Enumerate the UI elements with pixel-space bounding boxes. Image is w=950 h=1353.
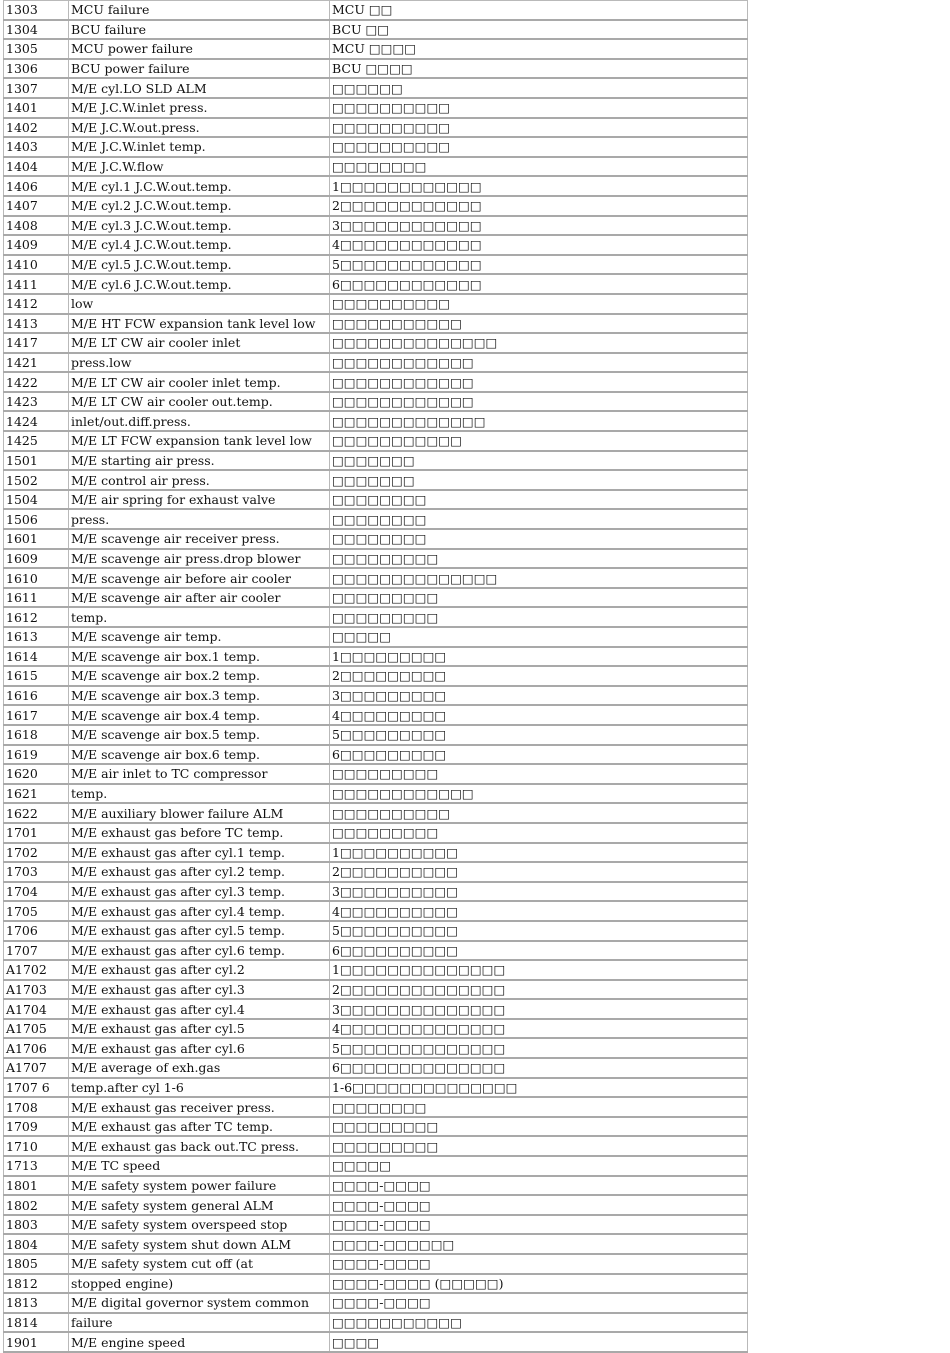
table-row [4, 176, 748, 196]
alarm-code-cell: 1614 [4, 647, 69, 667]
alarm-code-cell: 1413 [4, 314, 69, 334]
alarm-name-cell: M/E scavenge air box.4 temp. [69, 705, 330, 725]
alarm-name-cell: M/E J.C.W.out.press. [69, 118, 330, 138]
alarm-name-cell: stopped engine) [69, 1274, 330, 1294]
alarm-code-cell: A1703 [4, 980, 69, 1000]
alarm-description-cell: 2□□□□□□□□□□ [330, 862, 748, 882]
table-row [4, 999, 748, 1019]
table-row [4, 1019, 748, 1039]
table-row [4, 666, 748, 686]
alarm-description-cell: □□□□-□□□□ [330, 1176, 748, 1196]
alarm-name-cell: M/E J.C.W.inlet press. [69, 98, 330, 118]
table-row [4, 647, 748, 667]
table-row [4, 745, 748, 765]
alarm-description-cell: □□□□□□ [330, 78, 748, 98]
alarm-description-cell: □□□□□ [330, 1156, 748, 1176]
alarm-code-cell: 1610 [4, 568, 69, 588]
alarm-name-cell: M/E scavenge air temp. [69, 627, 330, 647]
alarm-code-cell: 1709 [4, 1117, 69, 1137]
alarm-code-cell: 1412 [4, 294, 69, 314]
table-row [4, 549, 748, 569]
table-row [4, 314, 748, 334]
alarm-code-cell: 1411 [4, 274, 69, 294]
alarm-code-cell: 1402 [4, 118, 69, 138]
table-row [4, 137, 748, 157]
alarm-description-cell: 5□□□□□□□□□□ [330, 921, 748, 941]
table-row [4, 1234, 748, 1254]
alarm-code-cell: 1703 [4, 862, 69, 882]
table-row [4, 235, 748, 255]
alarm-code-cell: 1814 [4, 1313, 69, 1333]
alarm-description-cell: □□□□□□□□□□ [330, 137, 748, 157]
alarm-name-cell: BCU failure [69, 20, 330, 40]
table-row [4, 216, 748, 236]
alarm-code-cell: 1804 [4, 1234, 69, 1254]
alarm-code-cell: 1707 [4, 941, 69, 961]
alarm-description-cell: □□□□□□□□□ [330, 823, 748, 843]
alarm-code-cell: 1813 [4, 1293, 69, 1313]
alarm-code-cell: 1303 [4, 1, 69, 20]
alarm-description-cell: □□□□□□□□ [330, 157, 748, 177]
alarm-name-cell: M/E digital governor system common [69, 1293, 330, 1313]
alarm-code-cell: A1705 [4, 1019, 69, 1039]
alarm-description-cell: 5□□□□□□□□□ [330, 725, 748, 745]
alarm-description-cell: 6□□□□□□□□□□□□□□ [330, 1058, 748, 1078]
alarm-code-cell: 1501 [4, 451, 69, 471]
alarm-code-cell: 1708 [4, 1097, 69, 1117]
alarm-name-cell: temp.after cyl 1-6 [69, 1078, 330, 1098]
table-row [4, 20, 748, 40]
alarm-code-cell: 1403 [4, 137, 69, 157]
alarm-description-cell: □□□□□□□ [330, 470, 748, 490]
alarm-code-cell: 1620 [4, 764, 69, 784]
alarm-description-cell: □□□□-□□□□□□ [330, 1234, 748, 1254]
alarm-code-cell: 1616 [4, 686, 69, 706]
table-row [4, 431, 748, 451]
alarm-description-cell: 4□□□□□□□□□□ [330, 901, 748, 921]
table-row [4, 803, 748, 823]
alarm-code-cell: 1713 [4, 1156, 69, 1176]
alarm-code-cell: 1621 [4, 784, 69, 804]
alarm-code-cell: 1417 [4, 333, 69, 353]
alarm-description-cell: 4□□□□□□□□□ [330, 705, 748, 725]
alarm-description-cell: □□□□□□□□□□ [330, 98, 748, 118]
table-row [4, 725, 748, 745]
table-row [4, 1274, 748, 1294]
alarm-name-cell: M/E LT FCW expansion tank level low [69, 431, 330, 451]
alarm-description-cell: BCU □□ [330, 20, 748, 40]
table-row [4, 607, 748, 627]
table-row [4, 39, 748, 59]
alarm-code-cell: 1710 [4, 1136, 69, 1156]
alarm-description-cell: □□□□□□□□□□ [330, 118, 748, 138]
alarm-description-cell: 5□□□□□□□□□□□□□□ [330, 1038, 748, 1058]
alarm-code-cell: 1705 [4, 901, 69, 921]
alarm-code-cell: 1401 [4, 98, 69, 118]
table-row [4, 941, 748, 961]
alarm-name-cell: M/E exhaust gas after cyl.5 [69, 1019, 330, 1039]
alarm-code-cell: 1409 [4, 235, 69, 255]
alarm-description-cell: 1-6□□□□□□□□□□□□□□ [330, 1078, 748, 1098]
alarm-code-cell: A1702 [4, 960, 69, 980]
alarm-description-cell: □□□□□□□□□□□ [330, 1313, 748, 1333]
table-row [4, 1097, 748, 1117]
table-row [4, 451, 748, 471]
table-row [4, 98, 748, 118]
alarm-code-cell: A1704 [4, 999, 69, 1019]
alarm-name-cell: M/E scavenge air box.6 temp. [69, 745, 330, 765]
table-row [4, 1038, 748, 1058]
alarm-name-cell: M/E J.C.W.inlet temp. [69, 137, 330, 157]
table-row [4, 157, 748, 177]
alarm-description-cell: □□□□-□□□□ [330, 1254, 748, 1274]
alarm-code-cell: 1803 [4, 1215, 69, 1235]
alarm-code-cell: 1406 [4, 176, 69, 196]
alarm-name-cell: inlet/out.diff.press. [69, 411, 330, 431]
alarm-name-cell: M/E scavenge air box.1 temp. [69, 647, 330, 667]
alarm-code-cell: 1612 [4, 607, 69, 627]
alarm-description-cell: 1□□□□□□□□□□□□□□ [330, 960, 748, 980]
alarm-name-cell: low [69, 294, 330, 314]
alarm-name-cell: M/E average of exh.gas [69, 1058, 330, 1078]
table-row [4, 823, 748, 843]
alarm-code-cell: 1304 [4, 20, 69, 40]
alarm-name-cell: M/E LT CW air cooler inlet [69, 333, 330, 353]
table-row [4, 843, 748, 863]
alarm-table [3, 0, 748, 1353]
alarm-code-cell: 1613 [4, 627, 69, 647]
alarm-code-cell: 1307 [4, 78, 69, 98]
alarm-description-cell: 1□□□□□□□□□□ [330, 843, 748, 863]
table-row [4, 1058, 748, 1078]
alarm-code-cell: 1423 [4, 392, 69, 412]
alarm-description-cell: □□□□□□□□□ [330, 607, 748, 627]
alarm-description-cell: □□□□□□□□ [330, 529, 748, 549]
alarm-name-cell: M/E cyl.1 J.C.W.out.temp. [69, 176, 330, 196]
alarm-description-cell: □□□□ [330, 1332, 748, 1352]
alarm-description-cell: 2□□□□□□□□□ [330, 666, 748, 686]
alarm-code-cell: 1707 6 [4, 1078, 69, 1098]
alarm-description-cell: 2□□□□□□□□□□□□□□ [330, 980, 748, 1000]
table-row [4, 78, 748, 98]
alarm-name-cell: M/E scavenge air box.5 temp. [69, 725, 330, 745]
table-row [4, 59, 748, 79]
table-row [4, 686, 748, 706]
alarm-description-cell: □□□□□□□□□ [330, 1136, 748, 1156]
alarm-description-cell: 1□□□□□□□□□ [330, 647, 748, 667]
alarm-name-cell: M/E safety system overspeed stop [69, 1215, 330, 1235]
alarm-description-cell: □□□□□□□□□□□□ [330, 353, 748, 373]
alarm-name-cell: M/E safety system cut off (at [69, 1254, 330, 1274]
table-row [4, 980, 748, 1000]
table-row [4, 1136, 748, 1156]
table-row [4, 333, 748, 353]
alarm-description-cell: □□□□□□□□□□□ [330, 314, 748, 334]
alarm-name-cell: M/E engine speed [69, 1332, 330, 1352]
table-row [4, 1, 748, 20]
table-row [4, 196, 748, 216]
alarm-description-cell: 5□□□□□□□□□□□□ [330, 255, 748, 275]
alarm-description-cell: □□□□-□□□□ [330, 1195, 748, 1215]
alarm-code-cell: 1619 [4, 745, 69, 765]
alarm-code-cell: 1704 [4, 882, 69, 902]
alarm-name-cell: M/E exhaust gas after cyl.3 temp. [69, 882, 330, 902]
table-row [4, 705, 748, 725]
table-row [4, 372, 748, 392]
alarm-code-cell: 1802 [4, 1195, 69, 1215]
alarm-name-cell: M/E J.C.W.flow [69, 157, 330, 177]
table-row [4, 921, 748, 941]
table-row [4, 784, 748, 804]
alarm-name-cell: M/E exhaust gas after cyl.3 [69, 980, 330, 1000]
alarm-name-cell: M/E HT FCW expansion tank level low [69, 314, 330, 334]
alarm-name-cell: M/E exhaust gas after cyl.2 temp. [69, 862, 330, 882]
table-row [4, 1117, 748, 1137]
alarm-code-cell: 1404 [4, 157, 69, 177]
alarm-name-cell: M/E exhaust gas after cyl.2 [69, 960, 330, 980]
alarm-name-cell: M/E cyl.6 J.C.W.out.temp. [69, 274, 330, 294]
alarm-code-cell: 1701 [4, 823, 69, 843]
alarm-name-cell: M/E exhaust gas after cyl.1 temp. [69, 843, 330, 863]
alarm-code-cell: 1407 [4, 196, 69, 216]
alarm-name-cell: M/E TC speed [69, 1156, 330, 1176]
alarm-description-cell: □□□□□□□□□□□□□□ [330, 568, 748, 588]
alarm-code-cell: 1504 [4, 490, 69, 510]
alarm-name-cell: M/E exhaust gas after cyl.4 temp. [69, 901, 330, 921]
table-row [4, 960, 748, 980]
alarm-name-cell: M/E scavenge air box.3 temp. [69, 686, 330, 706]
alarm-code-cell: 1425 [4, 431, 69, 451]
alarm-description-cell: 2□□□□□□□□□□□□ [330, 196, 748, 216]
alarm-name-cell: M/E cyl.LO SLD ALM [69, 78, 330, 98]
alarm-name-cell: M/E scavenge air receiver press. [69, 529, 330, 549]
alarm-name-cell: M/E exhaust gas after cyl.6 [69, 1038, 330, 1058]
alarm-name-cell: temp. [69, 607, 330, 627]
alarm-code-cell: 1801 [4, 1176, 69, 1196]
alarm-name-cell: M/E exhaust gas after cyl.5 temp. [69, 921, 330, 941]
alarm-code-cell: 1410 [4, 255, 69, 275]
table-row [4, 882, 748, 902]
alarm-name-cell: M/E cyl.3 J.C.W.out.temp. [69, 216, 330, 236]
alarm-name-cell: M/E exhaust gas back out.TC press. [69, 1136, 330, 1156]
table-row [4, 509, 748, 529]
table-row [4, 1293, 748, 1313]
alarm-name-cell: M/E scavenge air after air cooler [69, 588, 330, 608]
alarm-description-cell: 4□□□□□□□□□□□□ [330, 235, 748, 255]
table-row [4, 411, 748, 431]
table-row [4, 1078, 748, 1098]
alarm-description-cell: 1□□□□□□□□□□□□ [330, 176, 748, 196]
alarm-description-cell: MCU □□ [330, 1, 748, 20]
alarm-description-cell: 3□□□□□□□□□□□□ [330, 216, 748, 236]
alarm-description-cell: □□□□□□□□□□□ [330, 431, 748, 451]
alarm-description-cell: 6□□□□□□□□□□ [330, 941, 748, 961]
alarm-name-cell: M/E scavenge air press.drop blower [69, 549, 330, 569]
table-row [4, 118, 748, 138]
table-row [4, 1313, 748, 1333]
alarm-code-cell: 1702 [4, 843, 69, 863]
alarm-name-cell: M/E safety system shut down ALM [69, 1234, 330, 1254]
alarm-code-cell: 1618 [4, 725, 69, 745]
alarm-name-cell: MCU power failure [69, 39, 330, 59]
alarm-code-cell: 1422 [4, 372, 69, 392]
alarm-description-cell: □□□□□□□□□□□□ [330, 372, 748, 392]
alarm-description-cell: 3□□□□□□□□□□ [330, 882, 748, 902]
alarm-description-cell: □□□□□□□□ [330, 490, 748, 510]
table-row [4, 1254, 748, 1274]
alarm-code-cell: 1424 [4, 411, 69, 431]
table-row [4, 274, 748, 294]
alarm-code-cell: A1706 [4, 1038, 69, 1058]
alarm-description-cell: BCU □□□□ [330, 59, 748, 79]
alarm-description-cell: □□□□□□□ [330, 451, 748, 471]
alarm-name-cell: M/E cyl.4 J.C.W.out.temp. [69, 235, 330, 255]
alarm-code-cell: 1408 [4, 216, 69, 236]
alarm-code-cell: 1502 [4, 470, 69, 490]
table-row [4, 588, 748, 608]
alarm-name-cell: M/E cyl.5 J.C.W.out.temp. [69, 255, 330, 275]
alarm-table-body [4, 1, 748, 1352]
alarm-name-cell: M/E exhaust gas before TC temp. [69, 823, 330, 843]
alarm-name-cell: M/E control air press. [69, 470, 330, 490]
alarm-name-cell: M/E scavenge air box.2 temp. [69, 666, 330, 686]
alarm-name-cell: M/E safety system power failure [69, 1176, 330, 1196]
table-row [4, 470, 748, 490]
alarm-name-cell: temp. [69, 784, 330, 804]
alarm-description-cell: 4□□□□□□□□□□□□□□ [330, 1019, 748, 1039]
alarm-code-cell: 1812 [4, 1274, 69, 1294]
table-row [4, 1195, 748, 1215]
alarm-description-cell: 3□□□□□□□□□□□□□□ [330, 999, 748, 1019]
alarm-name-cell: M/E air spring for exhaust valve [69, 490, 330, 510]
alarm-name-cell: M/E safety system general ALM [69, 1195, 330, 1215]
table-row [4, 529, 748, 549]
alarm-name-cell: M/E starting air press. [69, 451, 330, 471]
table-row [4, 568, 748, 588]
alarm-code-cell: 1506 [4, 509, 69, 529]
table-row [4, 294, 748, 314]
alarm-code-cell: 1421 [4, 353, 69, 373]
alarm-code-cell: 1609 [4, 549, 69, 569]
alarm-description-cell: □□□□□□□□ [330, 509, 748, 529]
table-row [4, 1156, 748, 1176]
table-row [4, 255, 748, 275]
alarm-description-cell: □□□□-□□□□ [330, 1215, 748, 1235]
alarm-code-cell: 1305 [4, 39, 69, 59]
table-row [4, 353, 748, 373]
alarm-code-cell: 1601 [4, 529, 69, 549]
table-row [4, 1215, 748, 1235]
alarm-name-cell: M/E scavenge air before air cooler [69, 568, 330, 588]
alarm-description-cell: □□□□□□□□ [330, 1097, 748, 1117]
alarm-description-cell: □□□□□□□□□ [330, 1117, 748, 1137]
table-row [4, 490, 748, 510]
alarm-name-cell: press. [69, 509, 330, 529]
table-row [4, 1332, 748, 1352]
alarm-name-cell: press.low [69, 353, 330, 373]
alarm-name-cell: M/E cyl.2 J.C.W.out.temp. [69, 196, 330, 216]
alarm-description-cell: □□□□□□□□□□□□ [330, 784, 748, 804]
alarm-code-cell: 1901 [4, 1332, 69, 1352]
alarm-code-cell: 1617 [4, 705, 69, 725]
alarm-description-cell: □□□□-□□□□ [330, 1293, 748, 1313]
alarm-name-cell: M/E exhaust gas after cyl.6 temp. [69, 941, 330, 961]
alarm-description-cell: 6□□□□□□□□□□□□ [330, 274, 748, 294]
alarm-description-cell: □□□□□□□□□□□□ [330, 392, 748, 412]
alarm-code-cell: A1707 [4, 1058, 69, 1078]
table-row [4, 1176, 748, 1196]
alarm-code-cell: 1611 [4, 588, 69, 608]
alarm-name-cell: MCU failure [69, 1, 330, 20]
alarm-code-cell: 1615 [4, 666, 69, 686]
alarm-description-cell: □□□□□□□□□□□□□□ [330, 333, 748, 353]
alarm-name-cell: M/E exhaust gas after TC temp. [69, 1117, 330, 1137]
alarm-code-cell: 1622 [4, 803, 69, 823]
alarm-description-cell: □□□□□□□□□ [330, 549, 748, 569]
alarm-code-cell: 1706 [4, 921, 69, 941]
alarm-name-cell: M/E LT CW air cooler out.temp. [69, 392, 330, 412]
alarm-name-cell: M/E exhaust gas after cyl.4 [69, 999, 330, 1019]
alarm-name-cell: BCU power failure [69, 59, 330, 79]
alarm-name-cell: M/E exhaust gas receiver press. [69, 1097, 330, 1117]
alarm-description-cell: □□□□□□□□□□ [330, 803, 748, 823]
alarm-description-cell: □□□□-□□□□ (□□□□□) [330, 1274, 748, 1294]
alarm-description-cell: □□□□□□□□□ [330, 588, 748, 608]
table-row [4, 901, 748, 921]
alarm-name-cell: M/E air inlet to TC compressor [69, 764, 330, 784]
alarm-description-cell: 6□□□□□□□□□ [330, 745, 748, 765]
alarm-name-cell: failure [69, 1313, 330, 1333]
alarm-description-cell: □□□□□ [330, 627, 748, 647]
alarm-description-cell: 3□□□□□□□□□ [330, 686, 748, 706]
alarm-name-cell: M/E auxiliary blower failure ALM [69, 803, 330, 823]
alarm-description-cell: □□□□□□□□□□ [330, 294, 748, 314]
alarm-description-cell: □□□□□□□□□□□□□ [330, 411, 748, 431]
alarm-code-cell: 1805 [4, 1254, 69, 1274]
table-row [4, 392, 748, 412]
table-row [4, 862, 748, 882]
alarm-description-cell: □□□□□□□□□ [330, 764, 748, 784]
table-row [4, 627, 748, 647]
alarm-description-cell: MCU □□□□ [330, 39, 748, 59]
alarm-name-cell: M/E LT CW air cooler inlet temp. [69, 372, 330, 392]
alarm-code-cell: 1306 [4, 59, 69, 79]
table-row [4, 764, 748, 784]
